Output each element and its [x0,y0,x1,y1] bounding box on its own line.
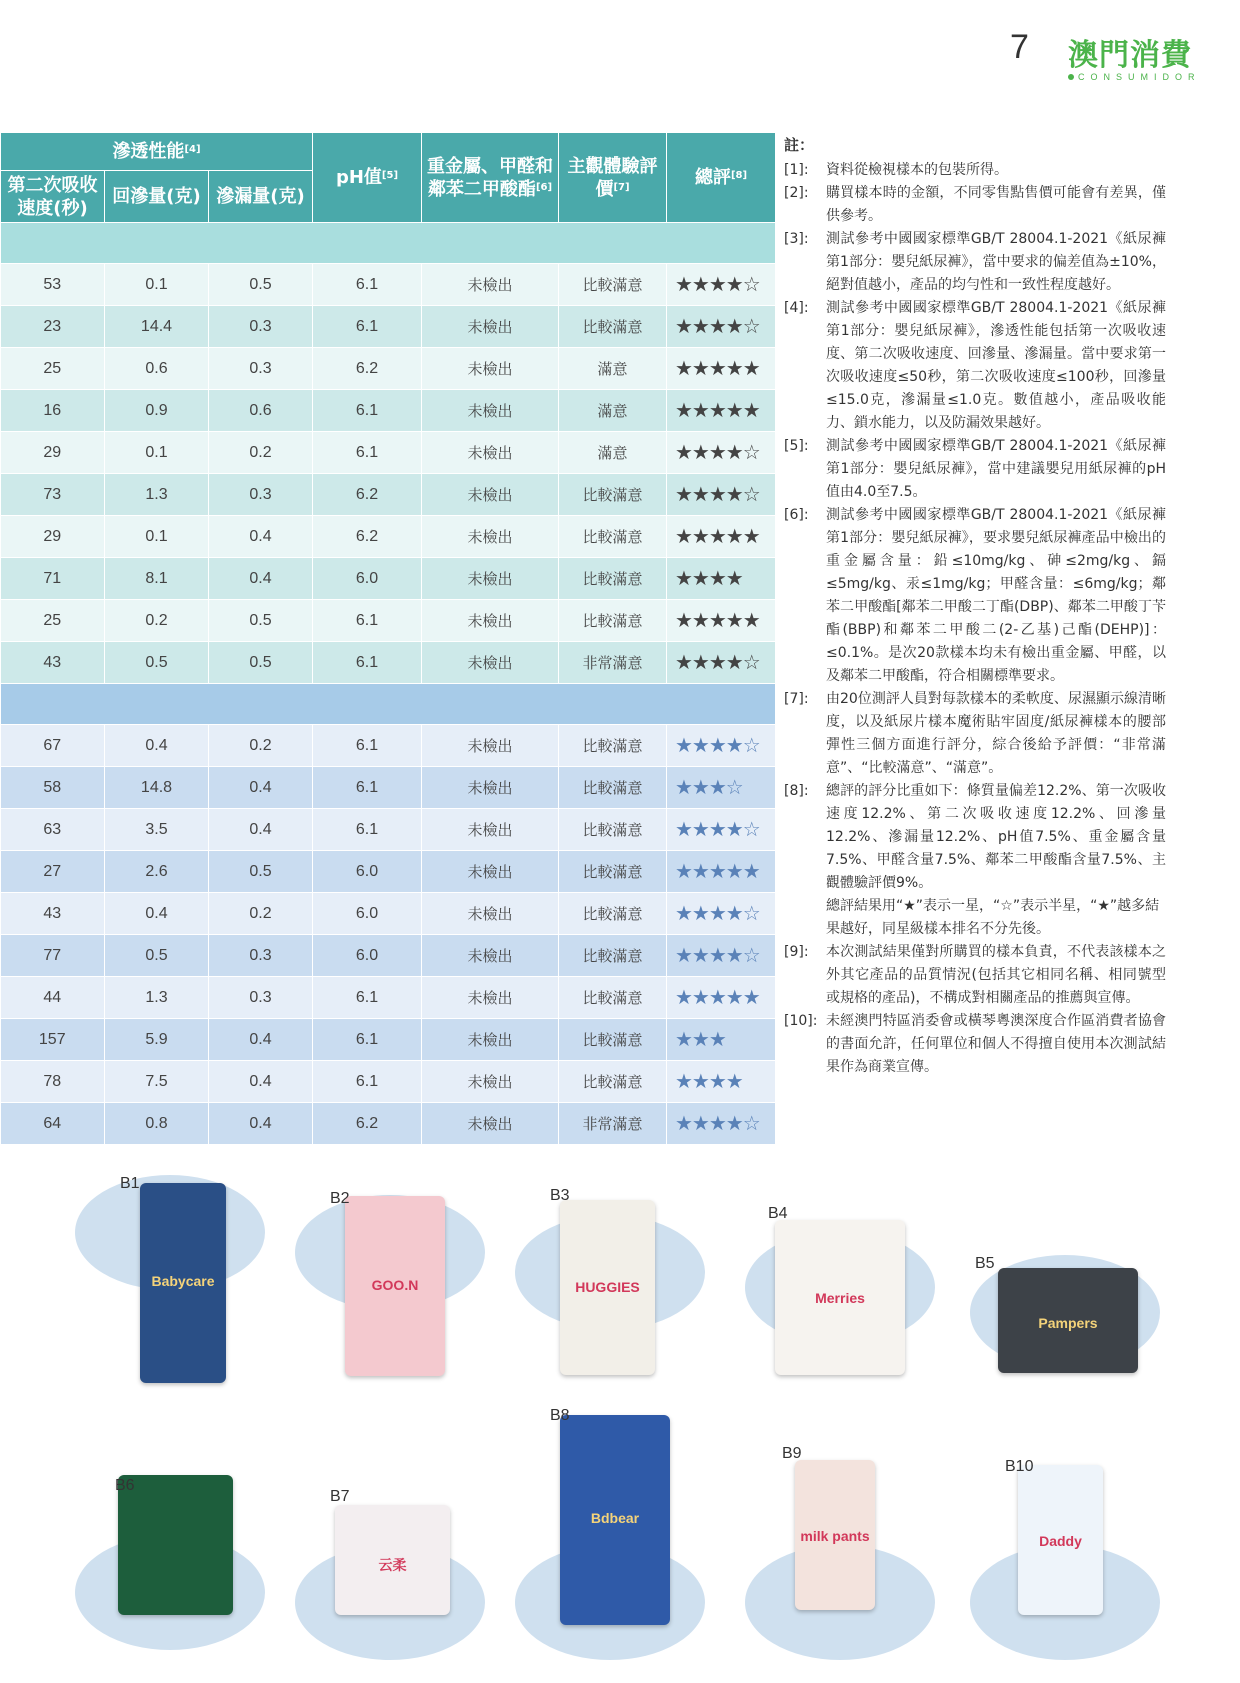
cell-leak: 0.4 [209,516,313,558]
cell-speed: 29 [1,432,105,474]
product-package-image [345,1196,445,1376]
cell-chem: 未檢出 [422,893,559,935]
cell-rewet: 0.1 [105,516,209,558]
logo-subtext: CONSUMIDOR [1068,72,1201,82]
cell-chem: 未檢出 [422,935,559,977]
cell-rewet: 5.9 [105,1019,209,1061]
cell-ph: 6.0 [313,558,422,600]
table-row [1,851,776,893]
cell-rewet: 0.8 [105,1103,209,1145]
cell-ph: 6.1 [313,1019,422,1061]
table-row [1,1103,776,1145]
table-row [1,809,776,851]
cell-eval: 滿意 [559,348,667,390]
note-number: [2]: [784,185,809,201]
cell-leak: 0.5 [209,851,313,893]
cell-rewet: 3.5 [105,809,209,851]
cell-rewet: 2.6 [105,851,209,893]
cell-stars: ★★★★☆ [667,306,776,348]
cell-eval: 比較滿意 [559,893,667,935]
cell-chem: 未檢出 [422,600,559,642]
cell-rewet: 14.4 [105,306,209,348]
table-row [1,1019,776,1061]
note-text: 未經澳門特區消委會或橫琴粵澳深度合作區消費者協會的書面允許，任何單位和個人不得擅自使用本次測試結果作為商業宣傳。 [826,1013,1166,1075]
note-8-extra: 總評結果用“★”表示一星，“☆”表示半星，“★”越多結果越好，同星級樣本排名不分先後。 [826,898,1160,937]
note-item [784,435,1166,504]
cell-stars: ★★★★ [667,558,776,600]
cell-ph: 6.1 [313,306,422,348]
cell-rewet: 7.5 [105,1061,209,1103]
product-package-image [1018,1465,1103,1615]
cell-leak: 0.5 [209,642,313,684]
header-subjective: 主觀體驗評價[7] [559,133,667,223]
cell-speed: 53 [1,264,105,306]
cell-eval: 比較滿意 [559,558,667,600]
cell-stars: ★★★★☆ [667,264,776,306]
note-item [784,504,1166,688]
cell-ph: 6.2 [313,474,422,516]
product-package-image [560,1200,655,1375]
table-row [1,767,776,809]
cell-rewet: 8.1 [105,558,209,600]
note-number: [3]: [784,231,809,247]
cell-leak: 0.3 [209,348,313,390]
table-row [1,306,776,348]
cell-eval: 比較滿意 [559,1061,667,1103]
page-number: 7 [1010,28,1029,66]
cell-ph: 6.1 [313,767,422,809]
cell-chem: 未檢出 [422,767,559,809]
note-text: 測試參考中國國家標準GB/T 28004.1-2021《紙尿褲 第1部分：嬰兒紙尿褲》，要求嬰兒紙尿褲產品中檢出的重金屬含量：鉛≤10mg/kg、砷≤2mg/kg、鎘≤5mg/kg、汞≤1mg/kg；甲醛含量：≤6mg/kg；鄰苯二甲酸酯[鄰苯二甲酸二丁酯(DBP)、鄰苯二甲酸丁苄酯(BBP)和鄰苯二甲酸二(2-乙基)己酯(DEHP)]：≤0.1%。是次20款樣本均未有檢出重金屬、甲醛，以及鄰苯二甲酸酯，符合相關標準要求。 [826,507,1166,684]
cell-chem: 未檢出 [422,1061,559,1103]
header-rewet: 回滲量(克) [105,171,209,223]
table-row [1,935,776,977]
cell-eval: 非常滿意 [559,642,667,684]
cell-eval: 非常滿意 [559,1103,667,1145]
note-text: 測試參考中國國家標準GB/T 28004.1-2021《紙尿褲 第1部分：嬰兒紙尿褲》，當中建議嬰兒用紙尿褲的pH值由4.0至7.5。 [826,438,1166,500]
product-package-image [795,1460,875,1610]
section-band-2 [1,684,776,725]
cell-stars: ★★★ [667,1019,776,1061]
cell-rewet: 0.1 [105,264,209,306]
cell-ph: 6.1 [313,809,422,851]
cell-speed: 43 [1,893,105,935]
cell-leak: 0.2 [209,725,313,767]
product-package-image [998,1268,1138,1373]
cell-eval: 比較滿意 [559,851,667,893]
cell-chem: 未檢出 [422,264,559,306]
cell-ph: 6.1 [313,1061,422,1103]
cell-rewet: 0.6 [105,348,209,390]
cell-chem: 未檢出 [422,348,559,390]
cell-stars: ★★★★★ [667,390,776,432]
note-item [784,228,1166,297]
cell-chem: 未檢出 [422,851,559,893]
product-brand-label: Pampers [1038,1315,1098,1331]
product-tag: B7 [330,1488,350,1505]
cell-speed: 27 [1,851,105,893]
cell-stars: ★★★★☆ [667,725,776,767]
cell-stars: ★★★★☆ [667,642,776,684]
note-text: 測試參考中國國家標準GB/T 28004.1-2021《紙尿褲 第1部分：嬰兒紙尿褲》，當中要求的偏差值為±10%，絕對值越小，產品的均勻性和一致性程度越好。 [826,231,1166,293]
cell-stars: ★★★★☆ [667,935,776,977]
cell-speed: 25 [1,348,105,390]
cell-chem: 未檢出 [422,977,559,1019]
table-row [1,600,776,642]
cell-speed: 23 [1,306,105,348]
cell-stars: ★★★★☆ [667,432,776,474]
product-tag: B4 [768,1205,788,1222]
cell-speed: 44 [1,977,105,1019]
cell-rewet: 14.8 [105,767,209,809]
cell-eval: 比較滿意 [559,1019,667,1061]
cell-speed: 58 [1,767,105,809]
cell-chem: 未檢出 [422,1019,559,1061]
notes-title: 註： [784,136,815,154]
note-item [784,297,1166,435]
cell-eval: 比較滿意 [559,767,667,809]
product-tag: B10 [1005,1458,1034,1475]
cell-stars: ★★★☆ [667,767,776,809]
cell-leak: 0.2 [209,893,313,935]
cell-speed: 63 [1,809,105,851]
header-overall: 總評[8] [667,133,776,223]
cell-leak: 0.5 [209,600,313,642]
cell-speed: 25 [1,600,105,642]
cell-leak: 0.4 [209,809,313,851]
cell-rewet: 0.4 [105,725,209,767]
note-text: 測試參考中國國家標準GB/T 28004.1-2021《紙尿褲 第1部分：嬰兒紙尿褲》，滲透性能包括第一次吸收速度、第二次吸收速度、回滲量、滲漏量。當中要求第一次吸收速度≤50秒，第二次吸收速度≤100秒，回滲量≤15.0克，滲漏量≤1.0克。數值越小，產品吸收能力、鎖水能力，以及防漏效果越好。 [826,300,1166,431]
cell-stars: ★★★★ [667,1061,776,1103]
cell-rewet: 0.1 [105,432,209,474]
cell-chem: 未檢出 [422,306,559,348]
header-second-absorb: 第二次吸收速度(秒) [1,171,105,223]
cell-rewet: 0.5 [105,642,209,684]
note-number: [8]: [784,783,809,799]
table-row [1,725,776,767]
cell-leak: 0.3 [209,977,313,1019]
product-package-image [775,1220,905,1375]
note-item [784,941,1166,1010]
cell-eval: 比較滿意 [559,977,667,1019]
note-text: 本次測試結果僅對所購買的樣本負責，不代表該樣本之外其它產品的品質情況(包括其它相同名稱、相同號型或規格的產品)，不構成對相關產品的推薦與宣傳。 [826,944,1166,1006]
product-brand-label: HUGGIES [575,1279,640,1295]
note-number: [6]: [784,507,809,523]
cell-speed: 16 [1,390,105,432]
cell-rewet: 0.2 [105,600,209,642]
product-brand-label: milk pants [800,1528,870,1544]
cell-leak: 0.3 [209,935,313,977]
cell-ph: 6.1 [313,390,422,432]
cell-eval: 滿意 [559,432,667,474]
table-row [1,642,776,684]
cell-speed: 157 [1,1019,105,1061]
cell-speed: 43 [1,642,105,684]
product-tag: B1 [120,1175,140,1192]
note-item [784,159,1166,182]
cell-ph: 6.1 [313,725,422,767]
cell-ph: 6.0 [313,851,422,893]
header-permeability: 滲透性能[4] [1,133,313,171]
cell-eval: 比較滿意 [559,264,667,306]
cell-ph: 6.0 [313,935,422,977]
header-ph: pH值[5] [313,133,422,223]
section-band-1 [1,223,776,264]
cell-speed: 29 [1,516,105,558]
table-row [1,977,776,1019]
cell-speed: 64 [1,1103,105,1145]
table-row [1,474,776,516]
cell-leak: 0.2 [209,432,313,474]
cell-speed: 77 [1,935,105,977]
product-brand-label: GOO.N [371,1277,419,1293]
cell-ph: 6.2 [313,1103,422,1145]
table-row [1,1061,776,1103]
note-item [784,1010,1166,1079]
note-item [784,182,1166,228]
cell-eval: 滿意 [559,390,667,432]
note-number: [4]: [784,300,809,316]
cell-chem: 未檢出 [422,516,559,558]
cell-ph: 6.1 [313,642,422,684]
cell-eval: 比較滿意 [559,935,667,977]
cell-chem: 未檢出 [422,474,559,516]
cell-stars: ★★★★★ [667,516,776,558]
cell-eval: 比較滿意 [559,809,667,851]
cell-stars: ★★★★☆ [667,474,776,516]
product-package-image [335,1505,450,1615]
cell-ph: 6.1 [313,600,422,642]
cell-eval: 比較滿意 [559,306,667,348]
cell-eval: 比較滿意 [559,725,667,767]
cell-chem: 未檢出 [422,809,559,851]
cell-leak: 0.4 [209,767,313,809]
note-text: 由20位測評人員對每款樣本的柔軟度、尿濕顯示線清晰度，以及紙尿片樣本魔術貼牢固度/紙尿褲樣本的腰部彈性三個方面進行評分，綜合後給予評價：“非常滿意”、“比較滿意”、“滿意”。 [826,691,1166,776]
cell-rewet: 1.3 [105,977,209,1019]
cell-chem: 未檢出 [422,558,559,600]
cell-rewet: 0.5 [105,935,209,977]
note-number: [5]: [784,438,809,454]
product-brand-label: Babycare [151,1273,215,1289]
table-row [1,432,776,474]
product-tag: B9 [782,1445,802,1462]
table-row [1,893,776,935]
cell-chem: 未檢出 [422,1103,559,1145]
cell-speed: 67 [1,725,105,767]
note-text: 總評的評分比重如下：條質量偏差12.2%、第一次吸收速度12.2%、第二次吸收速度12.2%、回滲量12.2%、滲漏量12.2%、pH值7.5%、重金屬含量7.5%、甲醛含量7.5%、鄰苯二甲酸酯含量7.5%、主觀體驗評價9%。 [826,783,1166,891]
note-text: 資料從檢視樣本的包裝所得。 [826,162,1008,178]
cell-leak: 0.3 [209,474,313,516]
product-tag: B6 [115,1477,135,1494]
product-tag: B8 [550,1407,570,1424]
table-row [1,264,776,306]
cell-rewet: 0.9 [105,390,209,432]
note-number: [1]: [784,162,809,178]
cell-stars: ★★★★★ [667,600,776,642]
cell-stars: ★★★★☆ [667,1103,776,1145]
note-number: [9]: [784,944,809,960]
cell-rewet: 0.4 [105,893,209,935]
consumer-council-logo [1068,30,1201,82]
product-tag: B3 [550,1187,570,1204]
cell-speed: 78 [1,1061,105,1103]
header-leakage: 滲漏量(克) [209,171,313,223]
product-package-image [140,1183,226,1383]
cell-leak: 0.3 [209,306,313,348]
cell-stars: ★★★★★ [667,348,776,390]
cell-stars: ★★★★★ [667,977,776,1019]
table-row [1,390,776,432]
logo-text: 澳門消費 [1068,38,1192,73]
cell-stars: ★★★★★ [667,851,776,893]
product-package-image [118,1475,233,1615]
product-brand-label: Daddy [1039,1533,1082,1549]
note-number: [10]: [784,1013,818,1029]
note-text: 購買樣本時的金額，不同零售點售價可能會有差異，僅供參考。 [826,185,1166,224]
cell-leak: 0.4 [209,558,313,600]
cell-ph: 6.1 [313,977,422,1019]
product-brand-label: Bdbear [590,1510,640,1526]
cell-chem: 未檢出 [422,725,559,767]
header-chemicals: 重金屬、甲醛和鄰苯二甲酸酯[6] [422,133,559,223]
product-package-image [560,1415,670,1625]
product-tag: B5 [975,1255,995,1272]
cell-chem: 未檢出 [422,642,559,684]
cell-rewet: 1.3 [105,474,209,516]
table-row [1,348,776,390]
note-number: [7]: [784,691,809,707]
cell-leak: 0.4 [209,1061,313,1103]
cell-ph: 6.2 [313,348,422,390]
cell-eval: 比較滿意 [559,600,667,642]
cell-eval: 比較滿意 [559,474,667,516]
test-results-table [0,132,776,1145]
cell-leak: 0.6 [209,390,313,432]
table-row [1,516,776,558]
cell-ph: 6.1 [313,432,422,474]
cell-chem: 未檢出 [422,390,559,432]
cell-eval: 比較滿意 [559,516,667,558]
cell-leak: 0.4 [209,1103,313,1145]
cell-speed: 71 [1,558,105,600]
product-tag: B2 [330,1190,350,1207]
cell-stars: ★★★★☆ [667,893,776,935]
cell-ph: 6.2 [313,516,422,558]
product-brand-label: Merries [815,1290,865,1306]
cell-speed: 73 [1,474,105,516]
notes-section [784,134,1166,1079]
cell-stars: ★★★★☆ [667,809,776,851]
product-brand-label: 云柔 [378,1557,407,1573]
cell-ph: 6.1 [313,264,422,306]
note-item [784,688,1166,780]
cell-chem: 未檢出 [422,432,559,474]
cell-leak: 0.4 [209,1019,313,1061]
table-row [1,558,776,600]
cell-leak: 0.5 [209,264,313,306]
cell-ph: 6.0 [313,893,422,935]
note-item [784,780,1166,895]
